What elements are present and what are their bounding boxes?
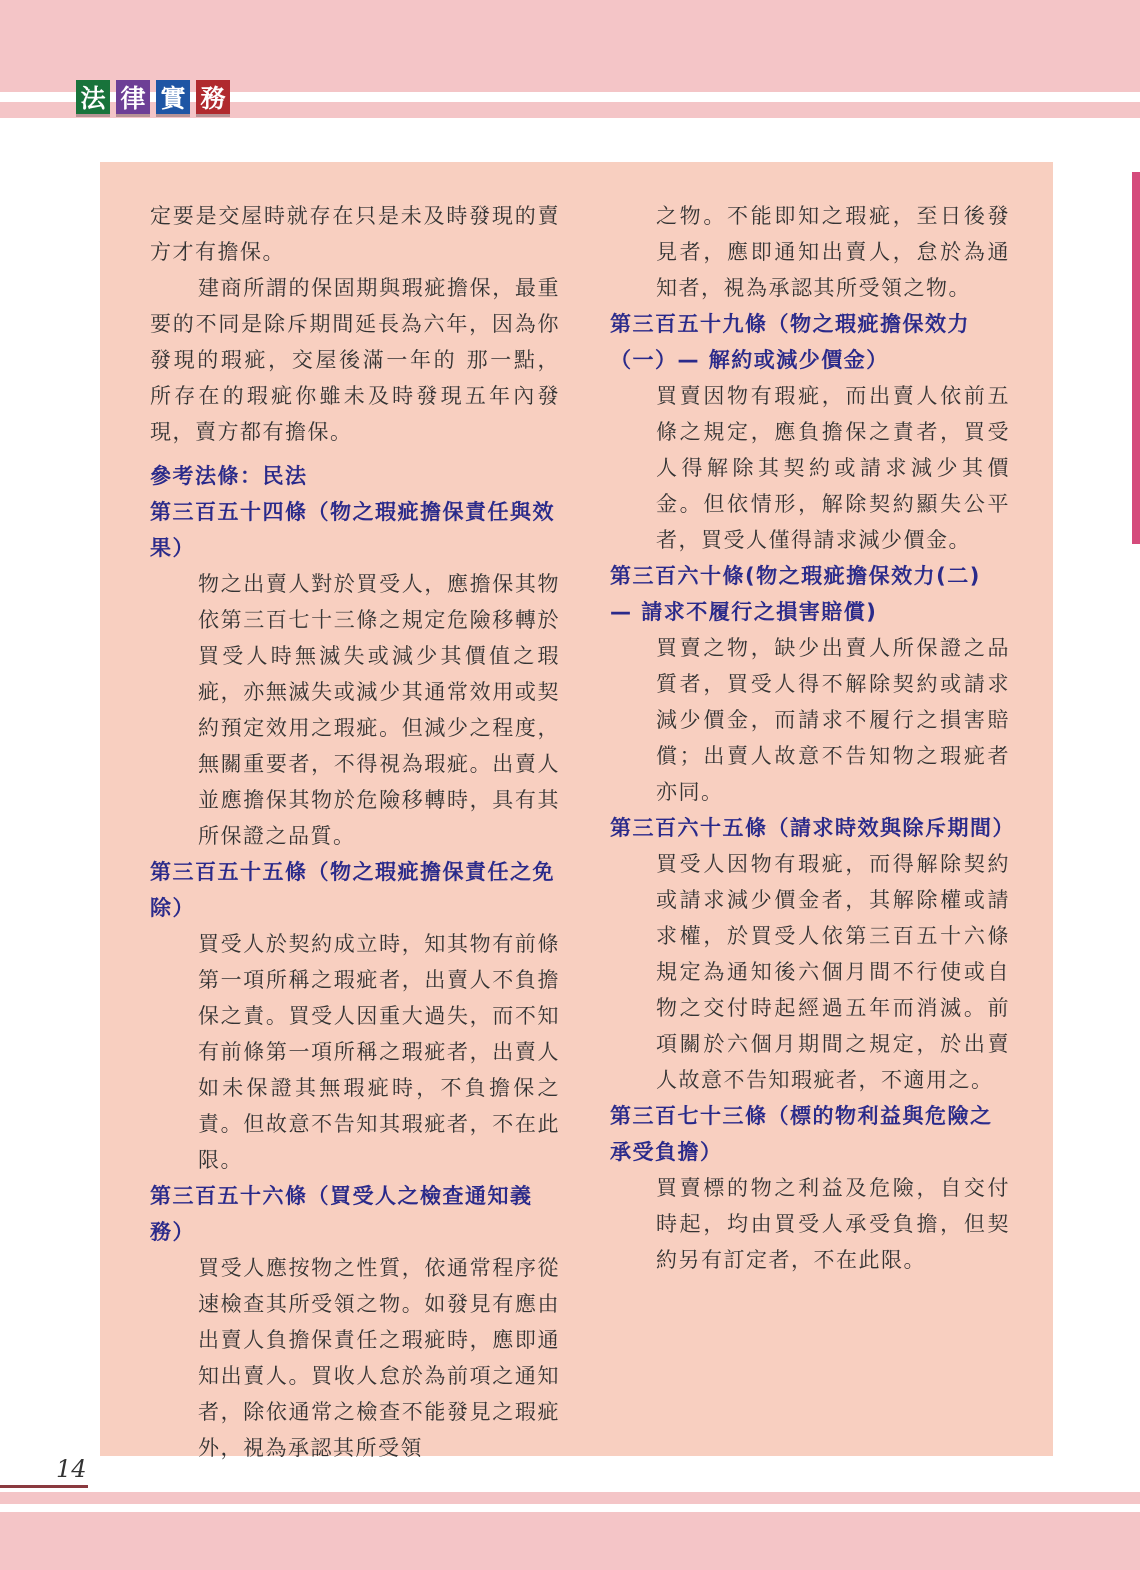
page-number-rule xyxy=(0,1485,88,1488)
reference-heading: 參考法條：民法 xyxy=(150,464,308,488)
article-heading: 第三百五十九條（物之瑕疵擔保效力（一）— 解約或減少價金） xyxy=(610,312,970,372)
article-heading: 第三百五十六條（買受人之檢查通知義務） xyxy=(150,1184,533,1244)
article-heading: 第三百五十四條（物之瑕疵擔保責任與效果） xyxy=(150,500,555,560)
article-body: 買賣之物，缺少出賣人所保證之品質者，買受人得不解除契約或請求減少價金，而請求不履行之損害賠償；出賣人故意不告知物之瑕疵者亦同。 xyxy=(656,636,1010,804)
bottom-pink-stripe xyxy=(0,1492,1140,1504)
page-number: 14 xyxy=(56,1455,87,1483)
article-heading: 第三百六十條(物之瑕疵擔保效力(二) — 請求不履行之損害賠償) xyxy=(610,564,981,624)
section-title xyxy=(76,80,230,114)
title-char: 法 xyxy=(76,80,110,114)
right-column xyxy=(610,198,1015,1278)
body-paragraph: 建商所謂的保固期與瑕疵擔保，最重要的不同是除斥期間延長為六年，因為你發現的瑕疵，交屋後滿一年的 那一點，所存在的瑕疵你雖未及時發現五年內發現，賣方都有擔保。 xyxy=(150,276,560,444)
article-body: 買受人應按物之性質，依通常程序從速檢查其所受領之物。如發見有應由出賣人負擔保責任之瑕疵時，應即通知出賣人。買收人怠於為前項之通知者，除依通常之檢查不能發見之瑕疵外，視為承認其所受領 xyxy=(198,1256,560,1460)
article-body: 物之出賣人對於買受人，應擔保其物依第三百七十三條之規定危險移轉於買受人時無滅失或減少其價值之瑕疵，亦無滅失或減少其通常效用或契約預定效用之瑕疵。但減少之程度，無關重要者，不得視為瑕疵。出賣人並應擔保其物於危險移轉時，具有其所保證之品質。 xyxy=(198,572,560,848)
bottom-pink-band xyxy=(0,1512,1140,1570)
article-body: 買賣因物有瑕疵，而出賣人依前五條之規定，應負擔保之責者，買受人得解除其契約或請求減少其價金。但依情形，解除契約顯失公平者，買受人僅得請求減少價金。 xyxy=(656,384,1010,552)
article-body: 買賣標的物之利益及危險，自交付時起，均由買受人承受負擔，但契約另有訂定者，不在此限。 xyxy=(656,1176,1010,1272)
article-body: 之物。不能即知之瑕疵，至日後發見者，應即通知出賣人，怠於為通知者，視為承認其所受領之物。 xyxy=(656,204,1010,300)
article-heading: 第三百五十五條（物之瑕疵擔保責任之免除） xyxy=(150,860,555,920)
article-body: 買受人於契約成立時，知其物有前條第一項所稱之瑕疵者，出賣人不負擔保之責。買受人因重大過失，而不知有前條第一項所稱之瑕疵者，出賣人如未保證其無瑕疵時，不負擔保之責。但故意不告知其瑕疵者，不在此限。 xyxy=(198,932,560,1172)
right-edge-tab xyxy=(1132,172,1140,544)
title-char: 務 xyxy=(196,80,230,114)
title-char: 律 xyxy=(116,80,150,114)
article-body: 買受人因物有瑕疵，而得解除契約或請求減少價金者，其解除權或請求權，於買受人依第三百五十六條規定為通知後六個月間不行使或自物之交付時起經過五年而消滅。前項關於六個月期間之規定，於出賣人故意不告知瑕疵者，不適用之。 xyxy=(656,852,1010,1092)
article-heading: 第三百六十五條（請求時效與除斥期間） xyxy=(610,816,1015,840)
body-paragraph: 定要是交屋時就存在只是未及時發現的賣方才有擔保。 xyxy=(150,204,560,264)
article-heading: 第三百七十三條（標的物利益與危險之承受負擔） xyxy=(610,1104,993,1164)
left-column xyxy=(150,198,560,1466)
title-char: 實 xyxy=(156,80,190,114)
